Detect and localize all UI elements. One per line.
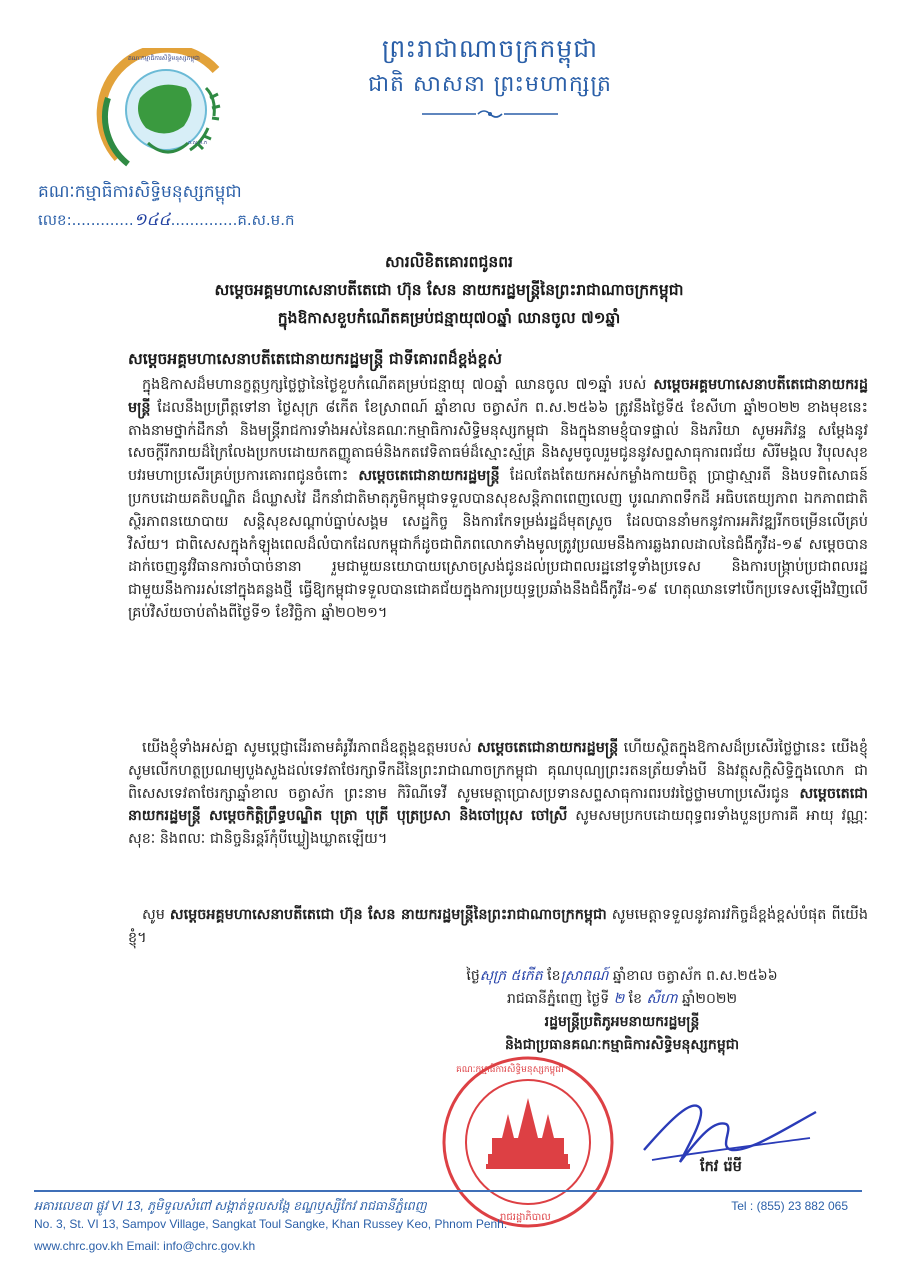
seal-ring-text: គណៈកម្មាធិការសិទ្ធិមនុស្សកម្ពុជា bbox=[456, 1065, 564, 1075]
letter-titles bbox=[40, 248, 858, 332]
committee-name: គណៈកម្មាធិការសិទ្ធិមនុស្សកម្ពុជា bbox=[38, 182, 242, 202]
solar-year: ឆ្នាំ២០២២ bbox=[677, 991, 738, 1007]
p1-text-c: ដែលនឹងប្រព្រឹត្តទៅនា ថ្ងៃសុក្រ ៨កើត ខែស្រាពណ៍ ឆ្នាំខាល ចត្វាស័ក ព.ស.២៥៦៦ ត្រូវនឹងថ្ងៃទី៥ ខែសីហា ឆ្នាំ២០២២ ខាងមុខនេះ តាងនាមថ្នាក់ដឹកនាំ និងមន្ត្រីរាជការទាំងអស់នៃគណៈកម្មាធិការសិទ្ធិមនុស្សកម្ពុជា និងក្នុងនាមខ្ញុំបាទផ្ទាល់ និងភរិយា សូមអភិវន្ទ សម្តែងនូវសេចក្តីរីករាយដ៏ក្រៃលែងប្រកបដោយកតញ្ញូតាធម៌និងកតវេទិតាធម៌ដ៏ស្មោះស្ម័គ្រ និងសូមចូលរួមជូននូវសព្ទសាធុការពរជ័យ សិរីមង្គល វិបុលសុខ បវរមហាប្រសើរគ្រប់ប្រការគោរពជូនចំពោះ bbox=[128, 399, 868, 485]
paragraph-2 bbox=[128, 737, 868, 851]
solar-date bbox=[412, 988, 832, 1011]
kingdom-header bbox=[300, 30, 680, 120]
p2-text-c: ហើយស្ថិតក្នុងឱកាសដ៏ប្រសើរថ្លៃថ្លានេះ យើងខ្ញុំសូមលើកហត្ថប្រណម្យបួងសួងដល់ទេវតាថែរក្សាទឹកដីនៃព្រះរាជាណាចក្រកម្ពុជា គុណបុណ្យព្រះរតនត្រ័យទាំងបី និងវត្ថុសក្តិសិទ្ធិក្នុងលោក ជាពិសេសទេវតាថែរក្សាឆ្នាំខាល ចត្វាស័ក ព្រះនាម កិរិណីទេវី សូមមេត្តាប្រោសប្រទានសព្ទសាធុការពរបវរថ្លៃថ្លាមហាប្រសើរជូន bbox=[128, 740, 868, 802]
title-line-2: សម្តេចអគ្គមហាសេនាបតីតេជោ ហ៊ុន សែន នាយករដ្ឋមន្ត្រីនៃព្រះរាជាណាចក្រកម្ពុជា bbox=[214, 281, 684, 299]
ornament-divider bbox=[420, 108, 560, 120]
paragraph-3 bbox=[128, 904, 868, 950]
solar-month: សីហា bbox=[646, 991, 678, 1007]
footer-address-english: No. 3, St. VI 13, Sampov Village, Sangkat Toul Sangke, Khan Russey Keo, Phnom Penh. bbox=[34, 1217, 508, 1231]
salutation: សម្តេចអគ្គមហាសេនាបតីតេជោនាយករដ្ឋមន្ត្រី ជាទីគោរពដ៏ខ្ពង់ខ្ពស់ bbox=[128, 350, 503, 368]
lunar-rest: ឆ្នាំខាល ចត្វាស័ក ព.ស.២៥៦៦ bbox=[608, 968, 778, 984]
reference-number bbox=[38, 208, 295, 232]
national-motto: ជាតិ សាសនា ព្រះមហាក្សត្រ bbox=[368, 72, 612, 97]
reference-label: លេខ: bbox=[38, 211, 72, 229]
lunar-day: សុក្រ ៥កើត bbox=[479, 968, 543, 984]
p3-text-c: សូមមេត្តាទទួលនូវគារវកិច្ចដ៏ខ្ពង់ខ្ពស់បំផុត ពីយើងខ្ញុំ។ bbox=[128, 907, 868, 946]
lunar-date bbox=[412, 965, 832, 988]
p1-text-b: សម្តេចអគ្គមហាសេនាបតីតេជោនាយករដ្ឋមន្ត្រី bbox=[128, 377, 869, 416]
logo-ring-text: គណៈកម្មាធិការសិទ្ធិមនុស្សកម្ពុជា bbox=[128, 55, 200, 62]
p2-text-b: សម្តេចតេជោនាយករដ្ឋមន្ត្រី bbox=[476, 740, 619, 756]
reference-suffix: គ.ស.ម.ក bbox=[237, 211, 295, 229]
p1-text-d: សម្តេចតេជោនាយករដ្ឋមន្ត្រី bbox=[358, 468, 500, 485]
solar-prefix: រាជធានីភ្នំពេញ ថ្ងៃទី bbox=[506, 991, 614, 1007]
p2-text-e: សូមសមប្រកបដោយពុទ្ធពរទាំងបួនប្រការគឺ អាយុ វណ្ណៈ សុខៈ និងពលៈ ជានិច្ចនិរន្តរ៍កុំបីឃ្លៀងឃ្លាតឡើយ។ bbox=[128, 808, 868, 848]
p1-text-a: ក្នុងឱកាសដ៏មហានក្ខត្តឫក្សថ្លៃថ្លានៃថ្ងៃខួបកំណើតគម្រប់ជន្មាយុ ៧០ឆ្នាំ ឈានចូល ៧១ឆ្នាំ របស់ bbox=[142, 377, 647, 393]
reference-value: ១៤៤ bbox=[133, 210, 171, 230]
solar-day: ២ bbox=[613, 991, 625, 1007]
footer-telephone: Tel : (855) 23 882 065 bbox=[731, 1199, 848, 1213]
p2-text-a: យើងខ្ញុំទាំងអស់គ្នា សូមប្តេជ្ញាដើរតាមគំរូវីរភាពដ៏ឧត្តុង្គឧត្តមរបស់ bbox=[142, 740, 477, 756]
footer-address-khmer: អគារលេខ៣ ផ្លូវ VI 13, ភូមិទួលសំពៅ សង្កាត់ទួលសង្កែ ខណ្ឌឫស្សីកែវ រាជធានីភ្នំពេញ bbox=[34, 1199, 427, 1213]
seal-bottom-text: រាជរដ្ឋាភិបាល bbox=[500, 1212, 551, 1223]
paragraph-1 bbox=[128, 374, 868, 625]
footer bbox=[34, 1197, 862, 1255]
kingdom-title: ព្រះរាជាណាចក្រកម្ពុជា bbox=[381, 34, 599, 63]
lunar-month: ស្រាពណ៍ bbox=[560, 968, 609, 984]
chrc-logo bbox=[88, 48, 248, 178]
signatory-title-1: រដ្ឋមន្ត្រីប្រតិភូអមនាយករដ្ឋមន្ត្រី bbox=[544, 1014, 700, 1030]
reference-dots: ............. bbox=[71, 211, 134, 229]
title-line-1: សារលិខិតគោរពជូនពរ bbox=[385, 253, 513, 271]
reference-dots-2: .............. bbox=[170, 211, 238, 229]
lunar-prefix: ថ្ងៃ bbox=[466, 968, 480, 984]
signatory-title-2: និងជាប្រធានគណៈកម្មាធិការសិទ្ធិមនុស្សកម្ពុជា bbox=[504, 1037, 740, 1053]
signatory-name: កែវ រ៉េមី bbox=[700, 1159, 742, 1175]
p3-text-b: សម្តេចអគ្គមហាសេនាបតីតេជោ ហ៊ុន សែន នាយករដ្ឋមន្ត្រីនៃព្រះរាជាណាចក្រកម្ពុជា bbox=[169, 907, 607, 923]
footer-website-email: www.chrc.gov.kh Email: info@chrc.gov.kh bbox=[34, 1239, 256, 1253]
p3-text-a: សូម bbox=[142, 907, 170, 923]
p2-text-d: សម្តេចតេជោនាយករដ្ឋមន្ត្រី សម្តេចកិត្តិព្រឹទ្ធបណ្ឌិត បុត្រា បុត្រី បុត្រប្រសា និងចៅប្រុស ចៅស្រី bbox=[128, 785, 868, 825]
solar-month-label: ខែ bbox=[624, 991, 647, 1007]
footer-divider bbox=[34, 1190, 862, 1192]
logo-abbr: គ.ស.ម.ក bbox=[188, 140, 208, 146]
lunar-month-label: ខែ bbox=[542, 968, 561, 984]
title-line-3: ក្នុងឱកាសខួបកំណើតគម្រប់ជន្មាយុ៧០ឆ្នាំ ឈានចូល ៧១ឆ្នាំ bbox=[277, 309, 621, 327]
p1-text-e: ដែលតែងតែយកអស់កម្លាំងកាយចិត្ត ប្រាជ្ញាស្មារតី និងបទពិសោធន៍ប្រកបដោយគតិបណ្ឌិត ដ៏ឈ្លាសវៃ ដឹកនាំជាតិមាតុភូមិកម្ពុជាទទួលបានសុខសន្តិភាពពេញលេញ បូរណភាពទឹកដី អធិបតេយ្យភាព ឯកភាពជាតិ ស្ថិរភាពនយោបាយ សន្តិសុខសណ្តាប់ធ្នាប់សង្គម សេដ្ឋកិច្ច និងការកែទម្រង់រដ្ឋដ៏មុតស្រួច ដែលបាននាំមកនូវការអភិវឌ្ឍរីកចម្រើនលើគ្រប់វិស័យ។ ជាពិសេសក្នុងកំឡុងពេលដ៏លំបាកដែលកម្ពុជាក៏ដូចជាពិភពលោកទាំងមូលត្រូវប្រឈមនឹងការឆ្លងរាលដាលនៃជំងឺកូវីដ-១៩ សម្តេចបានដាក់ចេញនូវវិធានការចាំបាច់នានា រួមជាមួយនយោបាយស្រោចស្រង់ជូនដល់ប្រជាពលរដ្ឋនៅទូទាំងប្រទេស និងការបង្ក្រាប់ប្រជាពលរដ្ឋជាមួយនឹងការរស់នៅក្នុងគន្លងថ្មី ធ្វើឱ្យកម្ពុជាទទួលបានជោគជ័យក្នុងការប្រយុទ្ធប្រឆាំងនឹងជំងឺកូវីដ-១៩ ហេតុឈានទៅបើកប្រទេសឡើងវិញលើគ្រប់វិស័យចាប់តាំងពីថ្ងៃទី១ ខែវិច្ឆិកា ឆ្នាំ២០២១។ bbox=[128, 468, 868, 621]
